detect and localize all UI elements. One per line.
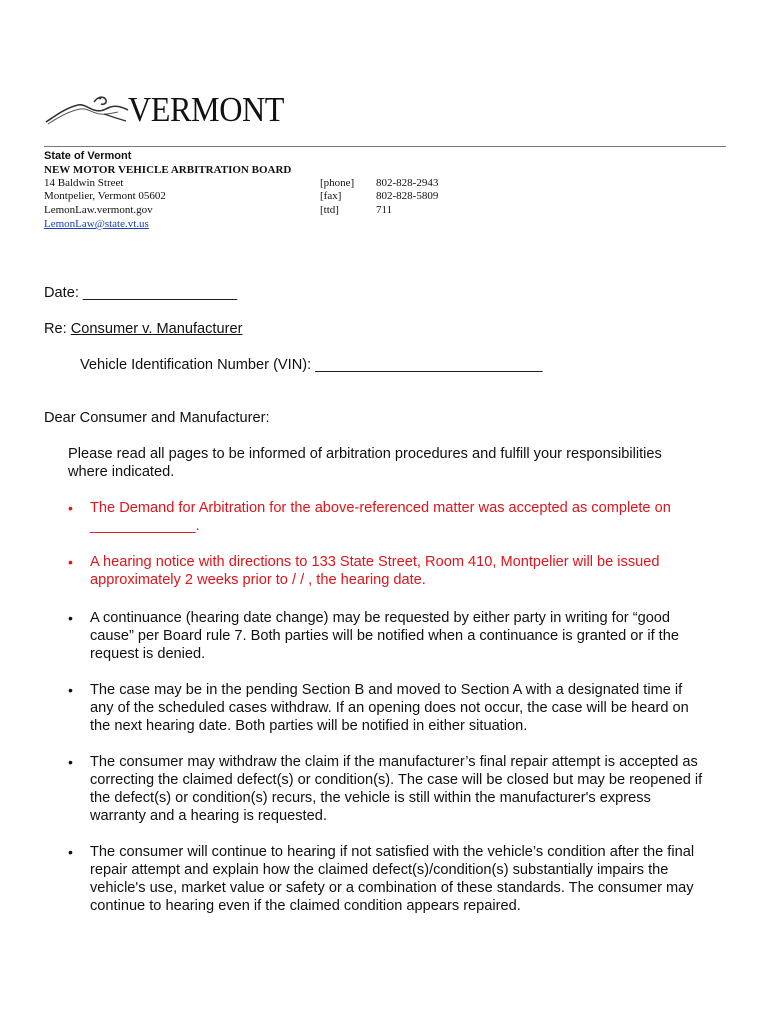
address-street: 14 Baldwin Street: [44, 177, 124, 189]
bullet-marker: •: [68, 610, 73, 626]
bullet-line: The case may be in the pending Section B and moved to Section A with a designated time if: [90, 682, 683, 698]
contact-label-ttd: [ttd]: [320, 204, 339, 216]
bullet-line: A hearing notice with directions to 133 State Street, Room 410, Montpelier will be issued: [90, 554, 660, 570]
vermont-swoosh-logo-icon: [44, 88, 134, 128]
bullet-paragraph: [90, 843, 730, 915]
bullet-line: The Demand for Arbitration for the above-referenced matter was accepted as complete on: [90, 500, 671, 516]
bullet-line: request is denied.: [90, 646, 206, 662]
re-line: [44, 320, 242, 338]
org-state-name: State of Vermont: [44, 150, 132, 162]
contact-value-ttd: 711: [376, 204, 393, 216]
vin-field: Vehicle Identification Number (VIN): ____________________________: [80, 357, 543, 373]
vermont-logo: [44, 88, 284, 129]
bullet-paragraph: [90, 753, 730, 825]
re-subject: Consumer v. Manufacturer: [70, 321, 243, 337]
bullet-marker: •: [68, 554, 73, 570]
bullet-line: approximately 2 weeks prior to / / , the hearing date.: [90, 572, 426, 588]
bullet-line: vehicle's use, market value or safety or a combination of these standards. The consumer may: [90, 880, 694, 896]
bullet-line: The consumer may withdraw the claim if the manufacturer’s final repair attempt is accepted as: [90, 754, 698, 770]
re-prefix: Re:: [44, 321, 71, 337]
bullet-line: warranty and a hearing is requested.: [90, 808, 327, 824]
contact-label-fax: [fax]: [320, 190, 342, 202]
bullet-marker: •: [68, 754, 73, 770]
email-link[interactable]: LemonLaw@state.vt.us: [44, 218, 149, 230]
date-field: Date: ___________________: [44, 285, 238, 301]
bullet-line: any of the scheduled cases withdraw. If an opening does not occur, the case will be heard on: [90, 700, 689, 716]
salutation: Dear Consumer and Manufacturer:: [44, 410, 270, 426]
contact-label-phone: [phone]: [320, 177, 355, 189]
intro-line-1: Please read all pages to be informed of arbitration procedures and fulfill your responsibilities: [68, 446, 662, 462]
contact-value-fax: 802-828-5809: [376, 190, 439, 202]
contact-value-phone: 802-828-2943: [376, 177, 439, 189]
header-divider: [44, 146, 726, 147]
vermont-wordmark: VERMONT: [128, 90, 284, 129]
bullet-line: The consumer will continue to hearing if not satisfied with the vehicle’s condition after the final: [90, 844, 695, 860]
bullet-line: A continuance (hearing date change) may be requested by either party in writing for “good: [90, 610, 671, 626]
bullet-line: _____________.: [90, 518, 200, 534]
bullet-line: cause” per Board rule 7. Both parties will be notified when a continuance is granted or if the: [90, 628, 679, 644]
bullet-line: the defect(s) or condition(s) recurs, the vehicle is still within the manufacturer's express: [90, 790, 651, 806]
intro-line-2: where indicated.: [68, 464, 175, 480]
bullet-marker: •: [68, 500, 73, 516]
bullet-marker: •: [68, 682, 73, 698]
bullet-paragraph: [90, 499, 730, 535]
bullet-paragraph: [90, 609, 730, 663]
bullet-line: correcting the claimed defect(s) or condition(s). The case will be closed but may be reopened if: [90, 772, 703, 788]
website-text: LemonLaw.vermont.gov: [44, 204, 153, 216]
bullet-paragraph: [90, 681, 730, 735]
bullet-paragraph: [90, 553, 730, 589]
bullet-line: continue to hearing even if the claimed condition appears repaired.: [90, 898, 521, 914]
org-board-name: NEW MOTOR VEHICLE ARBITRATION BOARD: [44, 164, 292, 176]
address-city: Montpelier, Vermont 05602: [44, 190, 166, 202]
bullet-line: the next hearing date. Both parties will be notified in either situation.: [90, 718, 528, 734]
bullet-line: repair attempt and explain how the claimed defect(s)/condition(s) substantially impairs the: [90, 862, 669, 878]
bullet-marker: •: [68, 844, 73, 860]
